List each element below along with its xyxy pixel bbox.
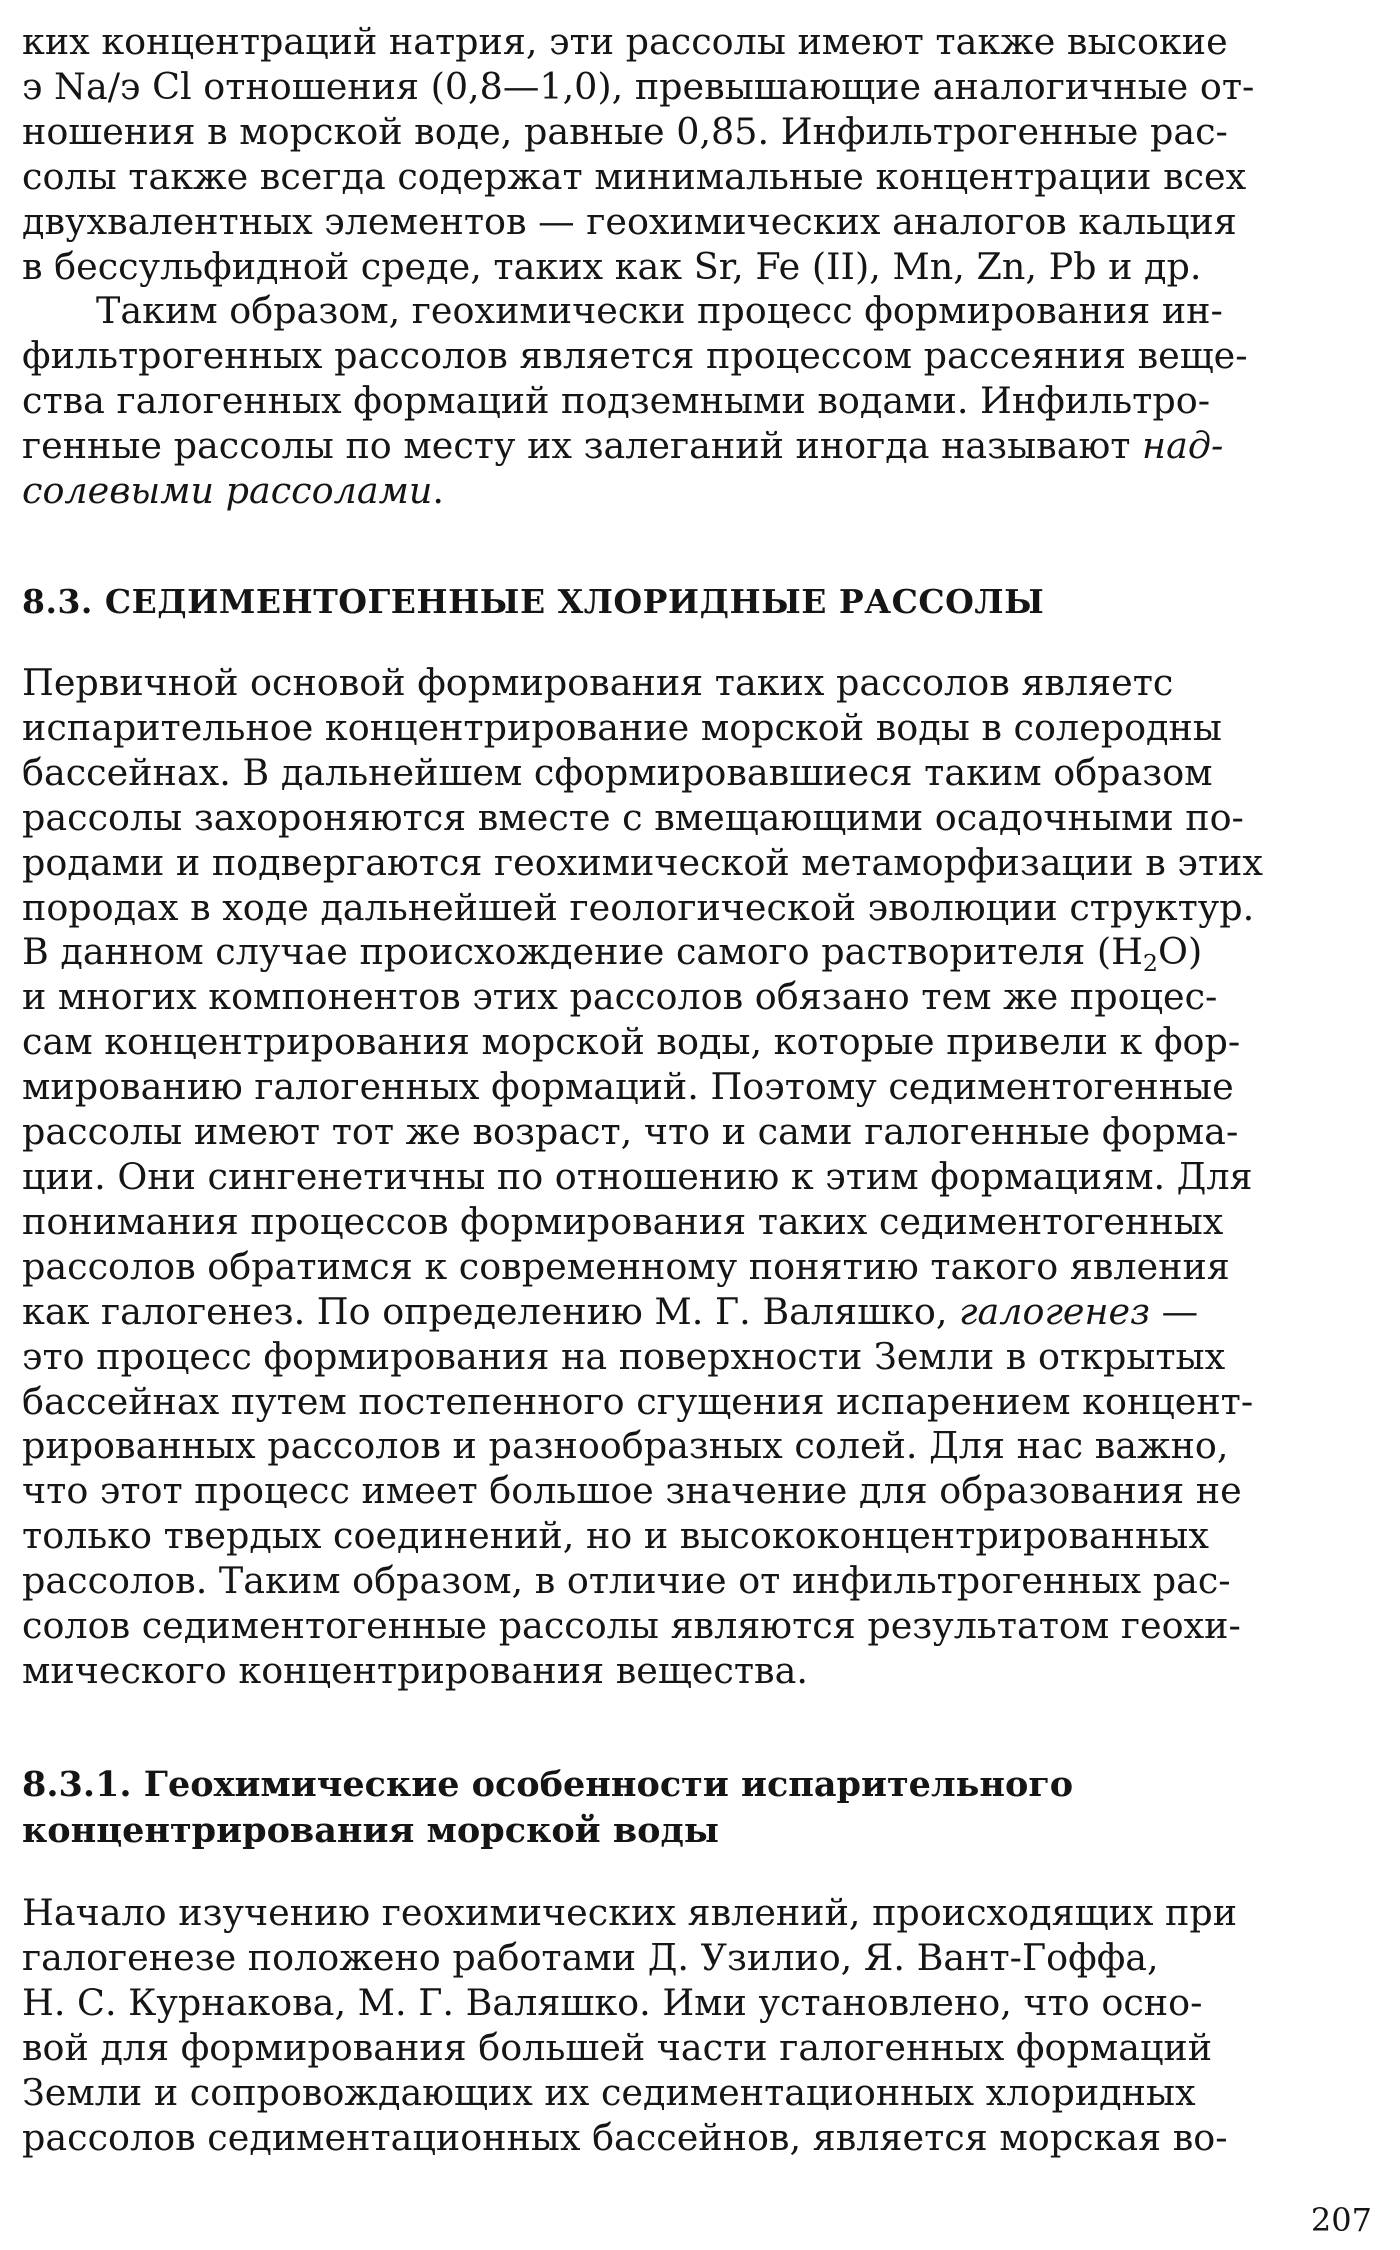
text-line: понимания процессов формирования таких седиментогенных [22,1199,1224,1243]
text-fragment: В данном случае происхождение самого растворителя (H [22,930,1143,974]
text-block-infiltrogenic [22,20,1386,514]
text-line: рассолов седиментационных бассейнов, является морская во- [22,2115,1228,2159]
italic-term: солевыми рассолами [22,469,433,513]
subsection-heading-line: 8.3.1. Геохимические особенности испарительного [22,1764,1074,1805]
text-fragment: . [432,469,444,513]
text-fragment: — [1150,1289,1199,1333]
text-line [22,930,1386,978]
text-line: бассейнах путем постепенного сгущения испарением концент- [22,1379,1254,1423]
text-line: испарительное концентрирование морской воды в солеродны [22,705,1222,749]
text-line: рассолов. Таким образом, в отличие от инфильтрогенных рас- [22,1559,1231,1603]
text-line: ношения в морской воде, равные 0,85. Инфильтрогенные рас- [22,109,1228,153]
subsection-heading [22,1762,1073,1854]
text-line: только твердых соединений, но и высококонцентрированных [22,1514,1209,1558]
text-fragment: генные рассолы по месту их залеганий иногда называют [22,424,1143,468]
text-line [22,469,1386,514]
paragraph-2 [22,289,1386,514]
text-line: солов седиментогенные рассолы являются результатом геохи- [22,1604,1241,1648]
text-line: и многих компонентов этих рассолов обязано тем же процес- [22,975,1218,1019]
subsection-heading-line: концентрирования морской воды [22,1810,719,1851]
text-line: ких концентраций натрия, эти рассолы имеют также высокие [22,20,1228,63]
text-line: мического концентрирования вещества. [22,1648,808,1692]
text-line: это процесс формирования на поверхности Земли в открытых [22,1334,1226,1378]
text-line: ции. Они сингенетичны по отношению к этим формациям. Для [22,1154,1253,1198]
text-line: породах в ходе дальнейшей геологической эволюции структур. [22,885,1255,929]
text-line: Таким образом, геохимически процесс формирования ин- [96,289,1223,333]
text-line: фильтрогенных рассолов является процессом рассеяния веще- [22,334,1248,378]
text-line: бассейнах. В дальнейшем сформировавшиеся таким образом [22,750,1213,794]
text-block-sedimentogenic [22,661,1386,1694]
text-line: Начало изучению геохимических явлений, происходящих при [22,1891,1238,1934]
text-line: рированных рассолов и разнообразных солей. Для нас важно, [22,1424,1229,1468]
text-line: в бессульфидной среде, таких как Sr, Fe (II), Mn, Zn, Pb и др. [22,244,1202,288]
text-line: мированию галогенных формаций. Поэтому седиментогенные [22,1065,1234,1109]
italic-term: галогенез [959,1289,1151,1333]
text-line [22,424,1386,469]
text-line: Н. С. Курнакова, М. Г. Валяшко. Ими установлено, что осно- [22,1980,1203,2024]
text-line: рассолы имеют тот же возраст, что и сами галогенные форма- [22,1110,1239,1154]
book-page [22,8,1386,2238]
text-fragment: как галогенез. По определению М. Г. Валяшко, [22,1289,960,1333]
text-line: ства галогенных формаций подземными водами. Инфильтро- [22,379,1211,423]
text-line: галогенезе положено работами Д. Узилио, Я. Вант-Гоффа, [22,1935,1159,1979]
text-line: сам концентрирования морской воды, которые привели к фор- [22,1020,1241,1064]
text-fragment: O) [1158,930,1203,974]
text-block-evaporation [22,1891,1386,2160]
text-line: вой для формирования большей части галогенных формаций [22,2025,1213,2069]
text-line [22,1290,1386,1335]
text-line: двухвалентных элементов — геохимических аналогов кальция [22,199,1237,243]
text-line: рассолы захороняются вместе с вмещающими осадочными по- [22,795,1244,839]
text-line: рассолов обратимся к современному понятию такого явления [22,1244,1230,1288]
paragraph-3 [22,661,1386,1694]
paragraph-4 [22,1891,1386,2160]
text-line: Первичной основой формирования таких рассолов являетс [22,661,1174,704]
text-line: солы также всегда содержат минимальные концентрации всех [22,154,1247,198]
section-heading: 8.3. СЕДИМЕНТОГЕННЫЕ ХЛОРИДНЫЕ РАССОЛЫ [22,582,1045,621]
paragraph-1 [22,20,1386,289]
text-line: Земли и сопровождающих их седиментационных хлоридных [22,2070,1196,2114]
text-line: что этот процесс имеет большое значение для образования не [22,1469,1242,1513]
text-line: э Na/э Cl отношения (0,8—1,0), превышающие аналогичные от- [22,64,1255,108]
text-line: родами и подвергаются геохимической метаморфизации в этих [22,840,1263,884]
italic-term: над- [1142,424,1224,468]
subscript: 2 [1142,949,1159,978]
page-number: 207 [1310,2201,1372,2239]
